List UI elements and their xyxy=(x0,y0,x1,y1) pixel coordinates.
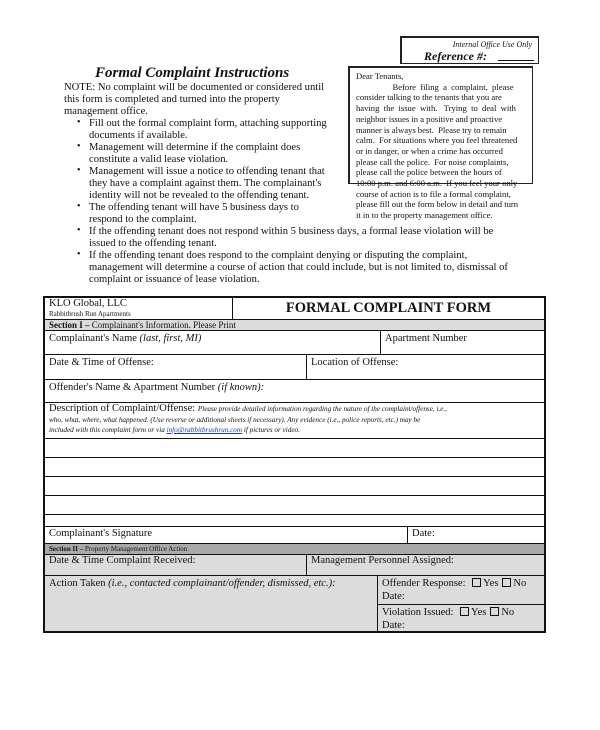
field-hint: (if known): xyxy=(217,382,265,393)
notice-line: please fill out the form below in detail and turn xyxy=(356,199,519,210)
section-2-label: Section II – xyxy=(49,545,84,553)
field-label: Date: xyxy=(412,528,435,539)
field-label: Date & Time Complaint Received: xyxy=(49,555,196,566)
date-time-offense-field[interactable] xyxy=(45,355,307,380)
notice-line: it in to the property management office. xyxy=(356,210,493,221)
no-checkbox[interactable] xyxy=(490,607,499,616)
bullet-line: The offending tenant will have 5 business days to xyxy=(89,202,299,213)
notice-line: calm. For situations where you feel threatened xyxy=(356,135,518,146)
description-line[interactable] xyxy=(45,496,544,515)
action-taken-field[interactable] xyxy=(45,576,378,631)
tenant-notice-box xyxy=(348,66,533,221)
field-hint: if pictures or video. xyxy=(242,426,300,434)
bullet-line: respond to the complaint. xyxy=(89,214,197,225)
complainant-name-field[interactable] xyxy=(45,331,381,355)
bullet-line: Fill out the formal complaint form, attaching supporting xyxy=(89,118,327,129)
notice-line: Dear Tenants, xyxy=(356,71,404,81)
section-2-text: Property Management Office Action xyxy=(83,545,188,553)
bullet-icon: • xyxy=(77,141,81,152)
bullet-icon: • xyxy=(77,117,81,128)
field-label: Offender's Name & Apartment Number xyxy=(49,382,218,393)
notice-line: consider talking to the tenants that you are xyxy=(356,92,502,103)
yes-label: Yes xyxy=(483,578,499,589)
field-label: Location of Offense: xyxy=(311,357,399,368)
field-label: Complainant's Name xyxy=(49,333,140,344)
notice-line: course of action is to file a formal complaint, xyxy=(356,188,511,199)
email-link[interactable]: info@rabbitbrushrun.com xyxy=(166,426,243,434)
bullet-line: constitute a valid lease violation. xyxy=(89,154,229,165)
signature-date-field[interactable] xyxy=(408,527,544,544)
bullet-line: management will determine a course of action that could include, but is not limited to, dismissal of xyxy=(89,262,508,273)
field-label: Violation Issued: xyxy=(382,607,457,618)
property-name: Rabbitbrush Run Apartments xyxy=(49,310,131,318)
field-label: Complainant's Signature xyxy=(49,528,153,539)
section-1-text: Complainant's Information. Please Print xyxy=(89,320,236,330)
field-label: Management Personnel Assigned: xyxy=(311,555,454,566)
violation-issued-field xyxy=(378,605,544,631)
notice-line: 10:00 p.m. and 6:00 a.m. If you feel your only xyxy=(356,178,518,188)
bullet-line: Management will issue a notice to offending tenant that xyxy=(89,166,325,177)
description-line[interactable] xyxy=(45,439,544,458)
date-label: Date: xyxy=(382,591,405,602)
notice-line: manner is always best. Please try to remain xyxy=(356,124,507,135)
form-title: FORMAL COMPLAINT FORM xyxy=(233,298,544,320)
section-1-header xyxy=(45,320,544,331)
offender-response-field xyxy=(378,576,544,605)
note-line: management office. xyxy=(64,106,148,117)
field-label: Description of Complaint/Offense: xyxy=(49,403,198,414)
notice-line: neighbor issues in a positive and proactive xyxy=(356,113,503,124)
description-line[interactable] xyxy=(45,458,544,477)
no-label: No xyxy=(501,607,515,618)
yes-label: Yes xyxy=(471,607,487,618)
section-2-header xyxy=(45,544,544,555)
bullet-line: Management will determine if the complaint does xyxy=(89,142,301,153)
personnel-assigned-field[interactable] xyxy=(307,555,544,576)
bullet-line: documents if available. xyxy=(89,130,188,141)
office-use-label: Internal Office Use Only xyxy=(452,40,532,49)
no-label: No xyxy=(513,578,527,589)
field-label: Offender Response: xyxy=(382,578,469,589)
field-label: Date & Time of Offense: xyxy=(49,357,154,368)
complaint-form xyxy=(43,296,546,633)
description-header xyxy=(45,403,544,439)
bullet-line: identity will not be revealed to the offending tenant. xyxy=(89,190,310,201)
notice-line: Before filing a complaint, please xyxy=(356,81,514,92)
apartment-number-field[interactable] xyxy=(381,331,544,355)
field-label: Apartment Number xyxy=(385,333,467,344)
reference-blank[interactable] xyxy=(498,60,534,61)
yes-checkbox[interactable] xyxy=(460,607,469,616)
offender-name-field[interactable] xyxy=(45,380,544,403)
bullet-icon: • xyxy=(77,201,81,212)
bullet-line: they have a complaint against them. The complainant's xyxy=(89,178,322,189)
bullet-line: If the offending tenant does respond to the complaint denying or disputing the complaint, xyxy=(89,250,468,261)
no-checkbox[interactable] xyxy=(502,578,511,587)
bullet-icon: • xyxy=(77,225,81,236)
location-offense-field[interactable] xyxy=(307,355,544,380)
field-hint: (i.e., contacted complainant/offender, dismissed, etc.): xyxy=(108,578,336,589)
notice-line: having the issue with. Trying to deal with xyxy=(356,103,516,114)
instructions-title: Formal Complaint Instructions xyxy=(95,65,290,81)
date-label: Date: xyxy=(382,620,405,631)
bullet-line: If the offending tenant does not respond within 5 business days, a formal lease violation will be xyxy=(89,226,494,237)
field-hint: included with this complaint form or via xyxy=(49,426,167,434)
yes-checkbox[interactable] xyxy=(472,578,481,587)
field-hint: Please provide detailed information regarding the nature of the complaint/offense, i.e., xyxy=(197,405,448,413)
bullet-icon: • xyxy=(77,165,81,176)
notice-line: or in danger, or when a crime has occurred xyxy=(356,145,503,156)
notice-line: please call the police. For noise complaints, xyxy=(356,156,509,167)
notice-line: please call the police between the hours of xyxy=(356,167,502,178)
date-received-field[interactable] xyxy=(45,555,307,576)
reference-label: Reference #: xyxy=(424,49,487,63)
field-label: Action Taken xyxy=(49,578,109,589)
bullet-line: issued to the offending tenant. xyxy=(89,238,217,249)
company-name: KLO Global, LLC xyxy=(49,298,127,309)
section-1-label: Section I – xyxy=(49,320,90,330)
bullet-line: complaint or issuance of lease violation. xyxy=(89,274,260,285)
reference-box xyxy=(400,36,539,64)
note-line: NOTE: No complaint will be documented or considered until xyxy=(64,82,325,93)
note-line: this form is completed and turned into the property xyxy=(64,94,280,105)
field-hint: who, what, where, what happened. (Use reverse or additional sheets if necessary). Any evidence (i.e., police reports, etc.) may be xyxy=(49,415,421,424)
description-line[interactable] xyxy=(45,515,544,527)
field-hint: (last, first, MI) xyxy=(139,333,202,344)
company-cell xyxy=(45,298,233,320)
signature-field[interactable] xyxy=(45,527,408,544)
bullet-icon: • xyxy=(77,249,81,260)
description-line[interactable] xyxy=(45,477,544,496)
